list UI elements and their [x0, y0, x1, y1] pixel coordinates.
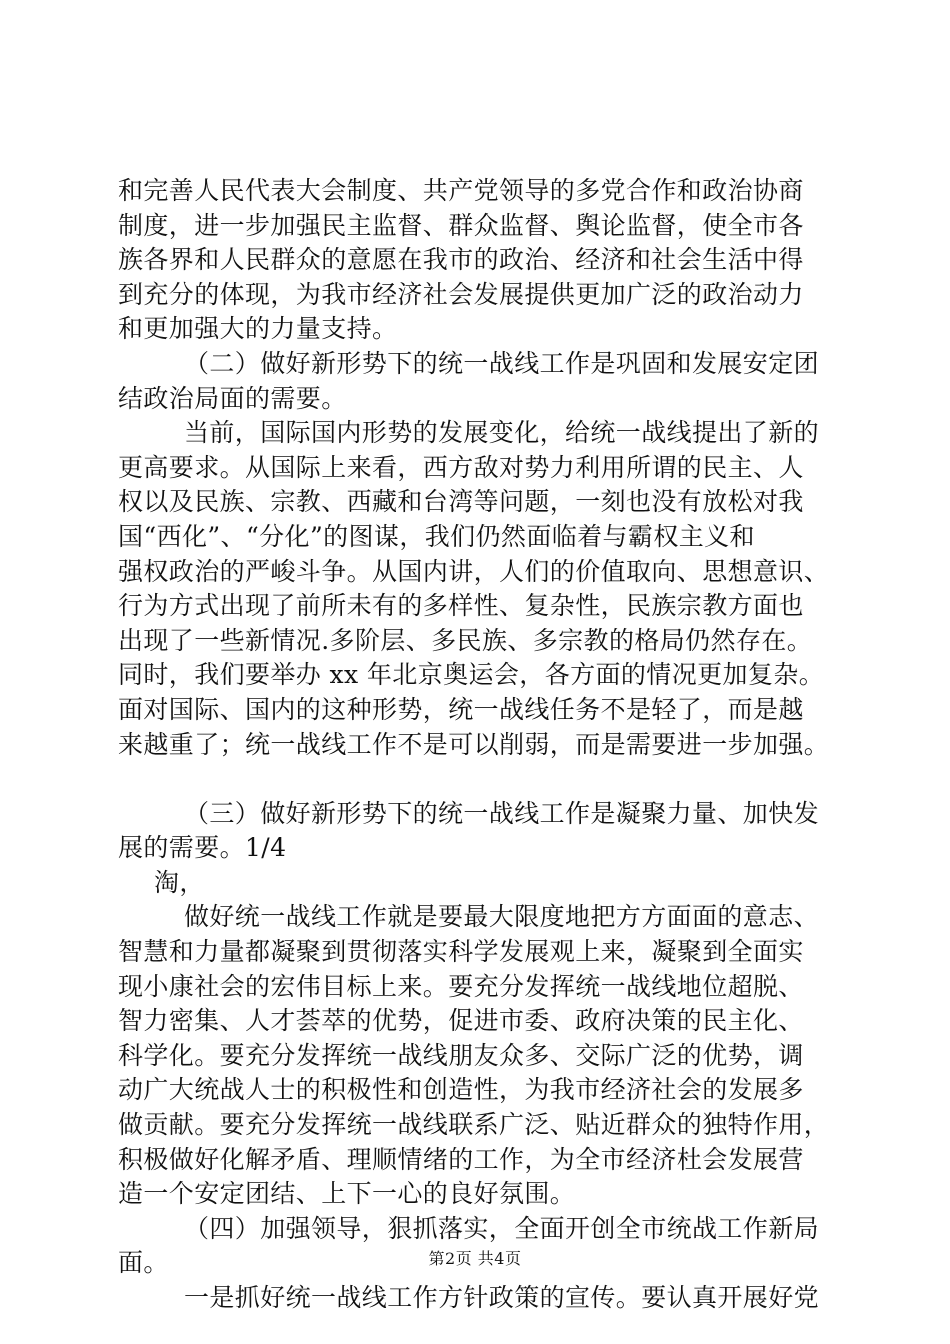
paragraph-line: 行为方式出现了前所未有的多样性、复杂性，民族宗教方面也	[118, 591, 804, 621]
paragraph-line: 更高要求。从国际上来看，西方敌对势力利用所谓的民主、人	[118, 452, 804, 482]
paragraph-gap	[118, 762, 838, 797]
page-number-footer: 第2页 共4页	[428, 1249, 522, 1268]
paragraph-line: 一是抓好统一战线工作方针政策的宣传。要认真开展好党	[184, 1283, 820, 1312]
paragraph-line: 做好统一战线工作就是要最大限度地把方方面面的意志、	[184, 902, 820, 932]
paragraph-line: 国“西化”、“分化”的图谋，我们仍然面临着与霸权主义和	[118, 521, 755, 551]
paragraph-line: 和完善人民代表大会制度、共产党领导的多党合作和政治协商	[118, 176, 804, 205]
paragraph-line: 智力密集、人才荟萃的优势，促进市委、政府决策的民主化、	[118, 1006, 804, 1036]
paragraph-line: 科学化。要充分发挥统一战线朋友众多、交际广泛的优势，调	[118, 1040, 804, 1070]
section-heading-line: （四）加强领导，狠抓落实，全面开创全市统战工作新局	[184, 1213, 820, 1243]
paragraph-line: 出现了一些新情况.多阶层、多民族、多宗教的格局仍然存在。	[118, 625, 813, 655]
paragraph-line: 智慧和力量都凝聚到贯彻落实科学发展观上来，凝聚到全面实	[118, 937, 804, 967]
paragraph-line: 面对国际、国内的这种形势，统一战线任务不是轻了，而是越	[118, 694, 804, 724]
paragraph-line: 积极做好化解矛盾、理顺情绪的工作，为全市经济杜会发展营	[118, 1144, 804, 1174]
paragraph-line: 权以及民族、宗教、西藏和台湾等问题，一刻也没有放松对我	[118, 487, 804, 517]
paragraph-line: 来越重了；统一战线工作不是可以削弱，而是需要进一步加强。	[118, 729, 830, 759]
paragraph-line: 族各界和人民群众的意愿在我市的政治、经济和社会生活中得	[118, 245, 804, 275]
section-heading-line: 结政治局面的需要。	[118, 383, 347, 413]
section-heading-line: 面。	[118, 1248, 169, 1278]
document-body	[118, 174, 838, 1316]
paragraph-line: 同时，我们要举办 xx 年北京奥运会，各方面的情况更加复杂。	[118, 660, 825, 690]
section-heading-line: （三）做好新形势下的统一战线工作是凝聚力量、加快发	[184, 798, 820, 828]
paragraph-line: 造一个安定团结、上下一心的良好氛围。	[118, 1179, 576, 1209]
paragraph-line: 强权政治的严峻斗争。从国内讲，人们的价值取向、思想意识、	[118, 556, 830, 586]
paragraph-line: 当前，国际国内形势的发展变化，给统一战线提出了新的	[184, 418, 820, 448]
paragraph-line: 制度，进一步加强民主监督、群众监督、舆论监督，使全市各	[118, 210, 804, 240]
paragraph-line: 现小康社会的宏伟目标上来。要充分发挥统一战线地位超脱、	[118, 971, 804, 1001]
stray-text-line: 淘，	[154, 867, 205, 897]
paragraph-line: 做贡献。要充分发挥统一战线联系广泛、贴近群众的独特作用，	[118, 1110, 830, 1140]
paragraph-line: 到充分的体现，为我市经济社会发展提供更加广泛的政治动力	[118, 279, 804, 309]
paragraph-line: 动广大统战人士的积极性和创造性，为我市经济社会的发展多	[118, 1075, 804, 1105]
section-heading-line: 展的需要。1/4	[118, 833, 287, 863]
paragraph-line: 和更加强大的力量支持。	[118, 314, 398, 344]
section-heading-line: （二）做好新形势下的统一战线工作是巩固和发展安定团	[184, 348, 820, 378]
